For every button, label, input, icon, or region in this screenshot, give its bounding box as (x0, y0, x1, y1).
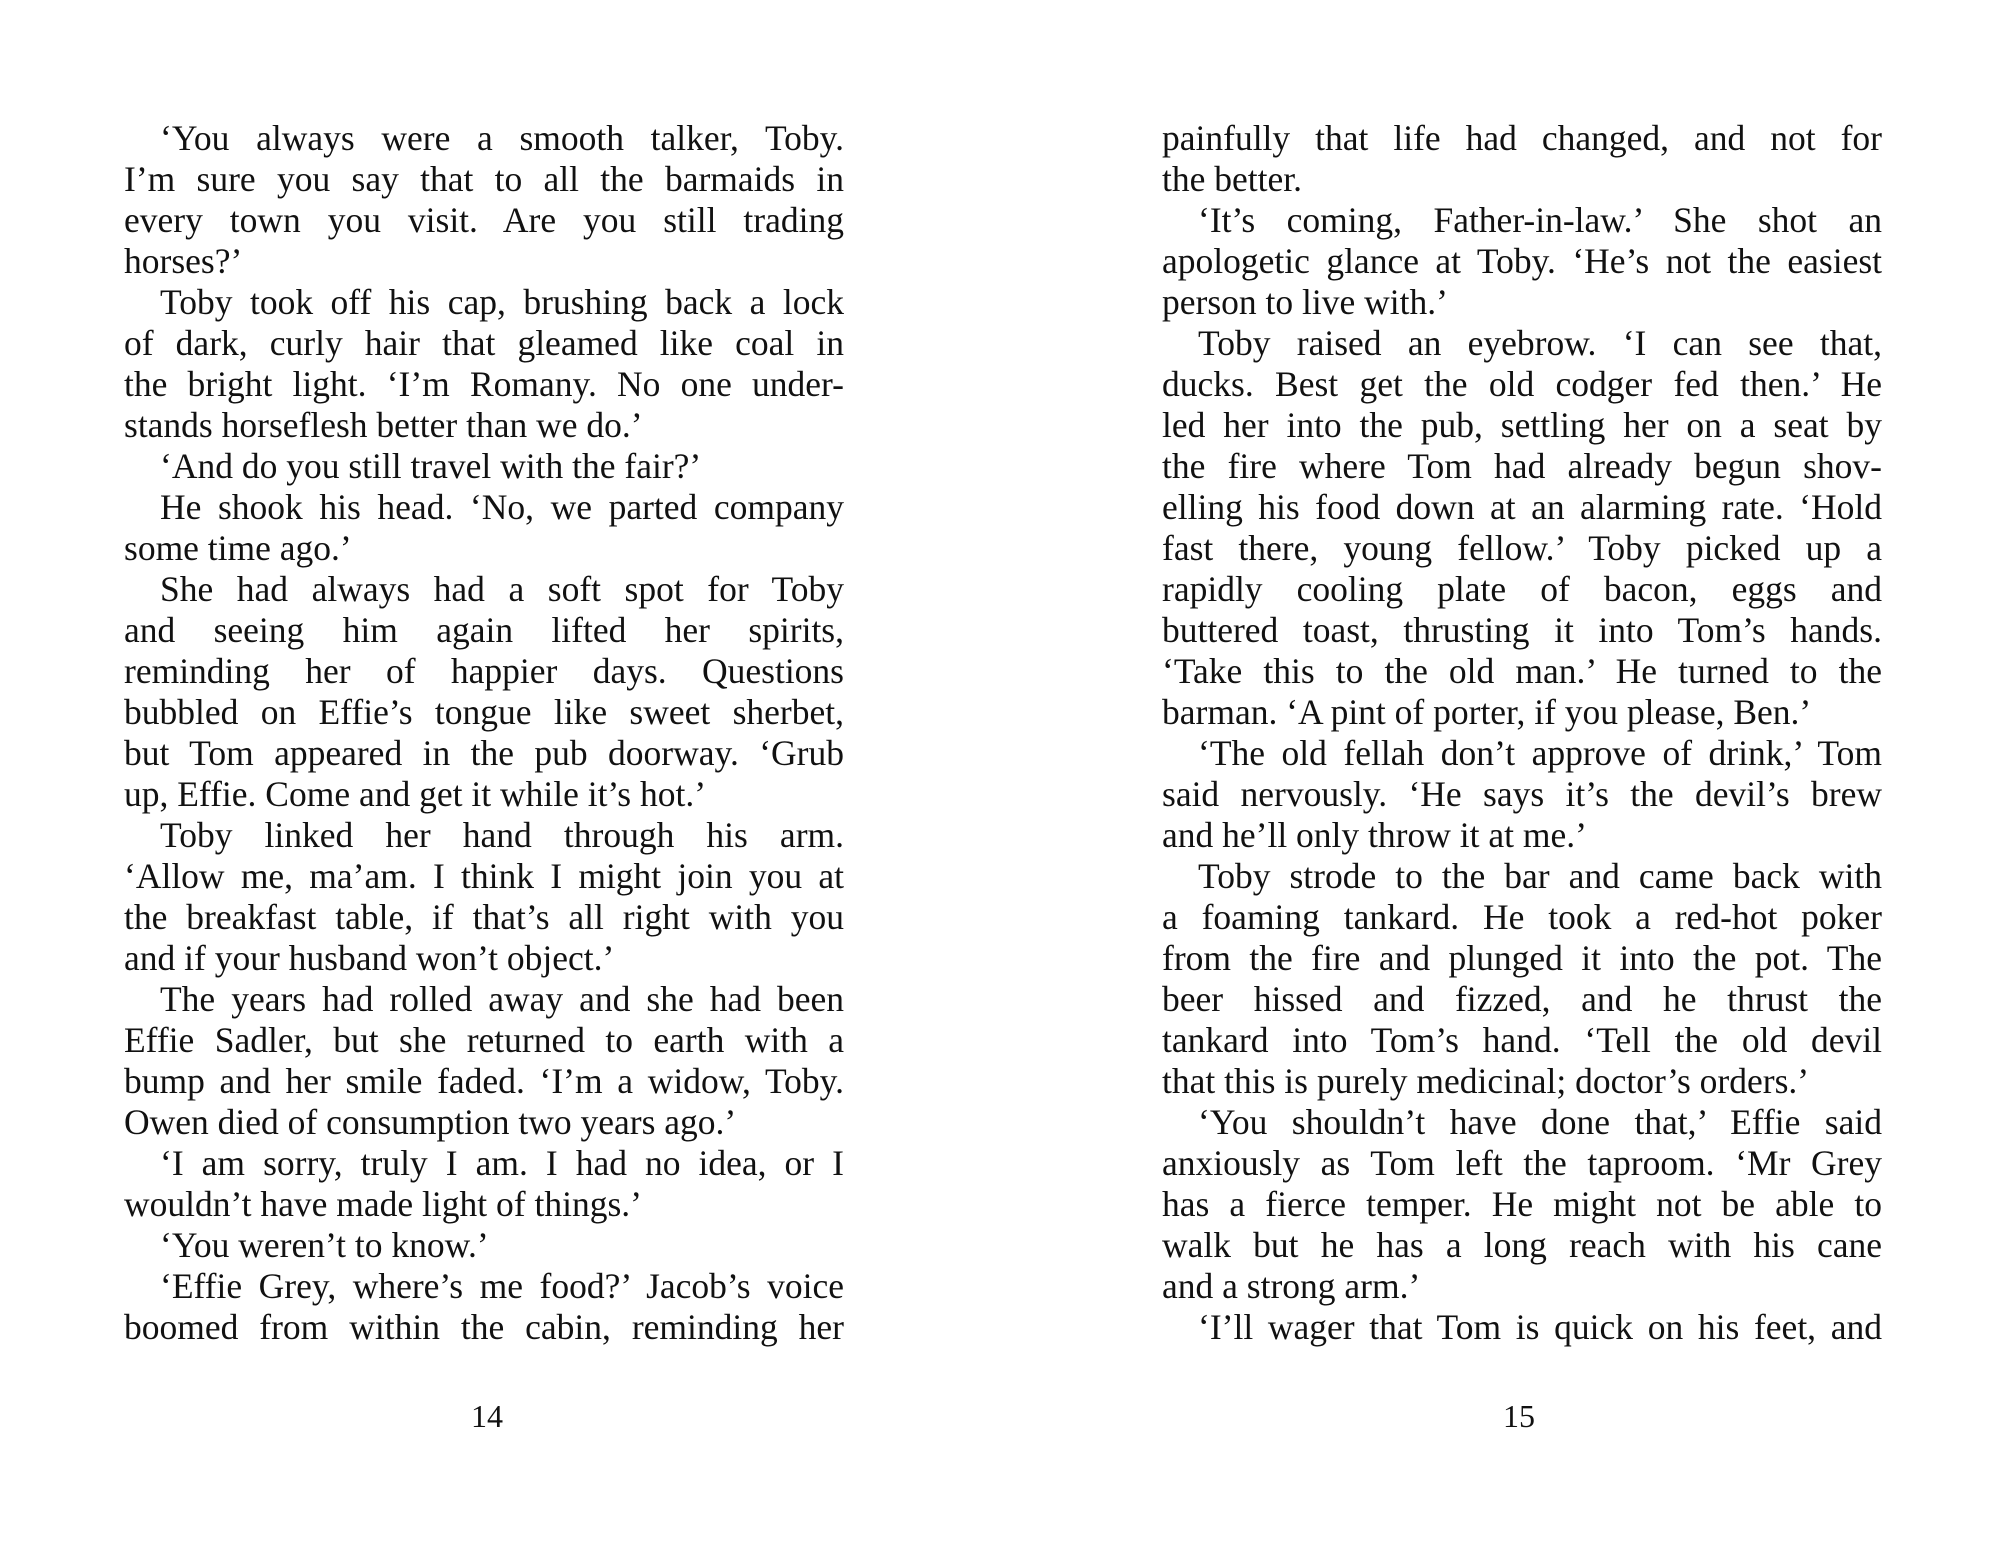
text-line: anxiously as Tom left the taproom. ‘Mr Grey (1162, 1143, 1882, 1183)
text-line: every town you visit. Are you still trading (124, 200, 844, 240)
text-line: He shook his head. ‘No, we parted company (160, 487, 844, 527)
text-line: ‘And do you still travel with the fair?’ (160, 446, 702, 486)
text-line: ‘Effie Grey, where’s me food?’ Jacob’s voice (160, 1266, 844, 1306)
text-line: ‘It’s coming, Father-in-law.’ She shot an (1198, 200, 1882, 240)
text-line: The years had rolled away and she had been (160, 979, 844, 1019)
text-line: some time ago.’ (124, 528, 352, 568)
text-line: but Tom appeared in the pub doorway. ‘Grub (124, 733, 844, 773)
text-line: Toby linked her hand through his arm. (160, 815, 844, 855)
text-line: the fire where Tom had already begun shov- (1162, 446, 1882, 486)
text-line: has a fierce temper. He might not be able to (1162, 1184, 1882, 1224)
text-line: ‘You weren’t to know.’ (160, 1225, 489, 1265)
left-page-number: 14 (471, 1398, 503, 1434)
text-line: that this is purely medicinal; doctor’s orders.’ (1162, 1061, 1810, 1101)
text-line: She had always had a soft spot for Toby (160, 569, 844, 609)
text-line: said nervously. ‘He says it’s the devil’s brew (1162, 774, 1882, 814)
text-line: buttered toast, thrusting it into Tom’s hands. (1162, 610, 1882, 650)
text-line: and a strong arm.’ (1162, 1266, 1421, 1306)
text-line: up, Effie. Come and get it while it’s hot.’ (124, 774, 707, 814)
text-line: ‘You always were a smooth talker, Toby. (160, 118, 844, 158)
text-line: wouldn’t have made light of things.’ (124, 1184, 642, 1224)
text-line: the breakfast table, if that’s all right with you (124, 897, 844, 937)
text-line: the better. (1162, 159, 1302, 199)
text-line: boomed from within the cabin, reminding her (124, 1307, 844, 1347)
text-line: Effie Sadler, but she returned to earth with a (124, 1020, 844, 1060)
text-line: painfully that life had changed, and not for (1162, 118, 1882, 158)
right-page-number: 15 (1503, 1398, 1535, 1434)
text-line: and he’ll only throw it at me.’ (1162, 815, 1587, 855)
left-page-text (124, 118, 844, 1348)
text-line: ‘I’ll wager that Tom is quick on his feet, and (1198, 1307, 1882, 1347)
text-line: stands horseflesh better than we do.’ (124, 405, 643, 445)
text-line: reminding her of happier days. Questions (124, 651, 844, 691)
text-line: horses?’ (124, 241, 243, 281)
text-line: Toby raised an eyebrow. ‘I can see that, (1198, 323, 1882, 363)
text-line: walk but he has a long reach with his cane (1162, 1225, 1882, 1265)
text-line: a foaming tankard. He took a red-hot poker (1162, 897, 1882, 937)
text-line: barman. ‘A pint of porter, if you please, Ben.’ (1162, 692, 1812, 732)
text-line: ‘The old fellah don’t approve of drink,’ Tom (1198, 733, 1882, 773)
text-line: apologetic glance at Toby. ‘He’s not the easiest (1162, 241, 1882, 281)
text-line: rapidly cooling plate of bacon, eggs and (1162, 569, 1882, 609)
text-line: Toby took off his cap, brushing back a lock (160, 282, 844, 322)
text-line: beer hissed and fizzed, and he thrust the (1162, 979, 1882, 1019)
text-line: and seeing him again lifted her spirits, (124, 610, 844, 650)
text-line: led her into the pub, settling her on a seat by (1162, 405, 1882, 445)
text-line: Owen died of consumption two years ago.’ (124, 1102, 737, 1142)
text-line: of dark, curly hair that gleamed like coal in (124, 323, 844, 363)
text-line: elling his food down at an alarming rate. ‘Hold (1162, 487, 1882, 527)
text-line: ‘I am sorry, truly I am. I had no idea, or I (160, 1143, 844, 1183)
text-line: I’m sure you say that to all the barmaids in (124, 159, 844, 199)
text-line: bubbled on Effie’s tongue like sweet sherbet, (124, 692, 844, 732)
text-line: Toby strode to the bar and came back with (1198, 856, 1882, 896)
text-line: the bright light. ‘I’m Romany. No one under- (124, 364, 844, 404)
text-line: ‘You shouldn’t have done that,’ Effie said (1198, 1102, 1882, 1142)
text-line: and if your husband won’t object.’ (124, 938, 615, 978)
right-page (1000, 0, 2000, 1555)
right-page-text (1162, 118, 1882, 1348)
text-line: ‘Take this to the old man.’ He turned to the (1162, 651, 1882, 691)
text-line: from the fire and plunged it into the pot. The (1162, 938, 1882, 978)
text-line: bump and her smile faded. ‘I’m a widow, Toby. (124, 1061, 844, 1101)
text-line: tankard into Tom’s hand. ‘Tell the old devil (1162, 1020, 1882, 1060)
text-line: fast there, young fellow.’ Toby picked up a (1162, 528, 1882, 568)
text-line: ducks. Best get the old codger fed then.’ He (1162, 364, 1882, 404)
text-line: person to live with.’ (1162, 282, 1448, 322)
text-line: ‘Allow me, ma’am. I think I might join you at (124, 856, 844, 896)
